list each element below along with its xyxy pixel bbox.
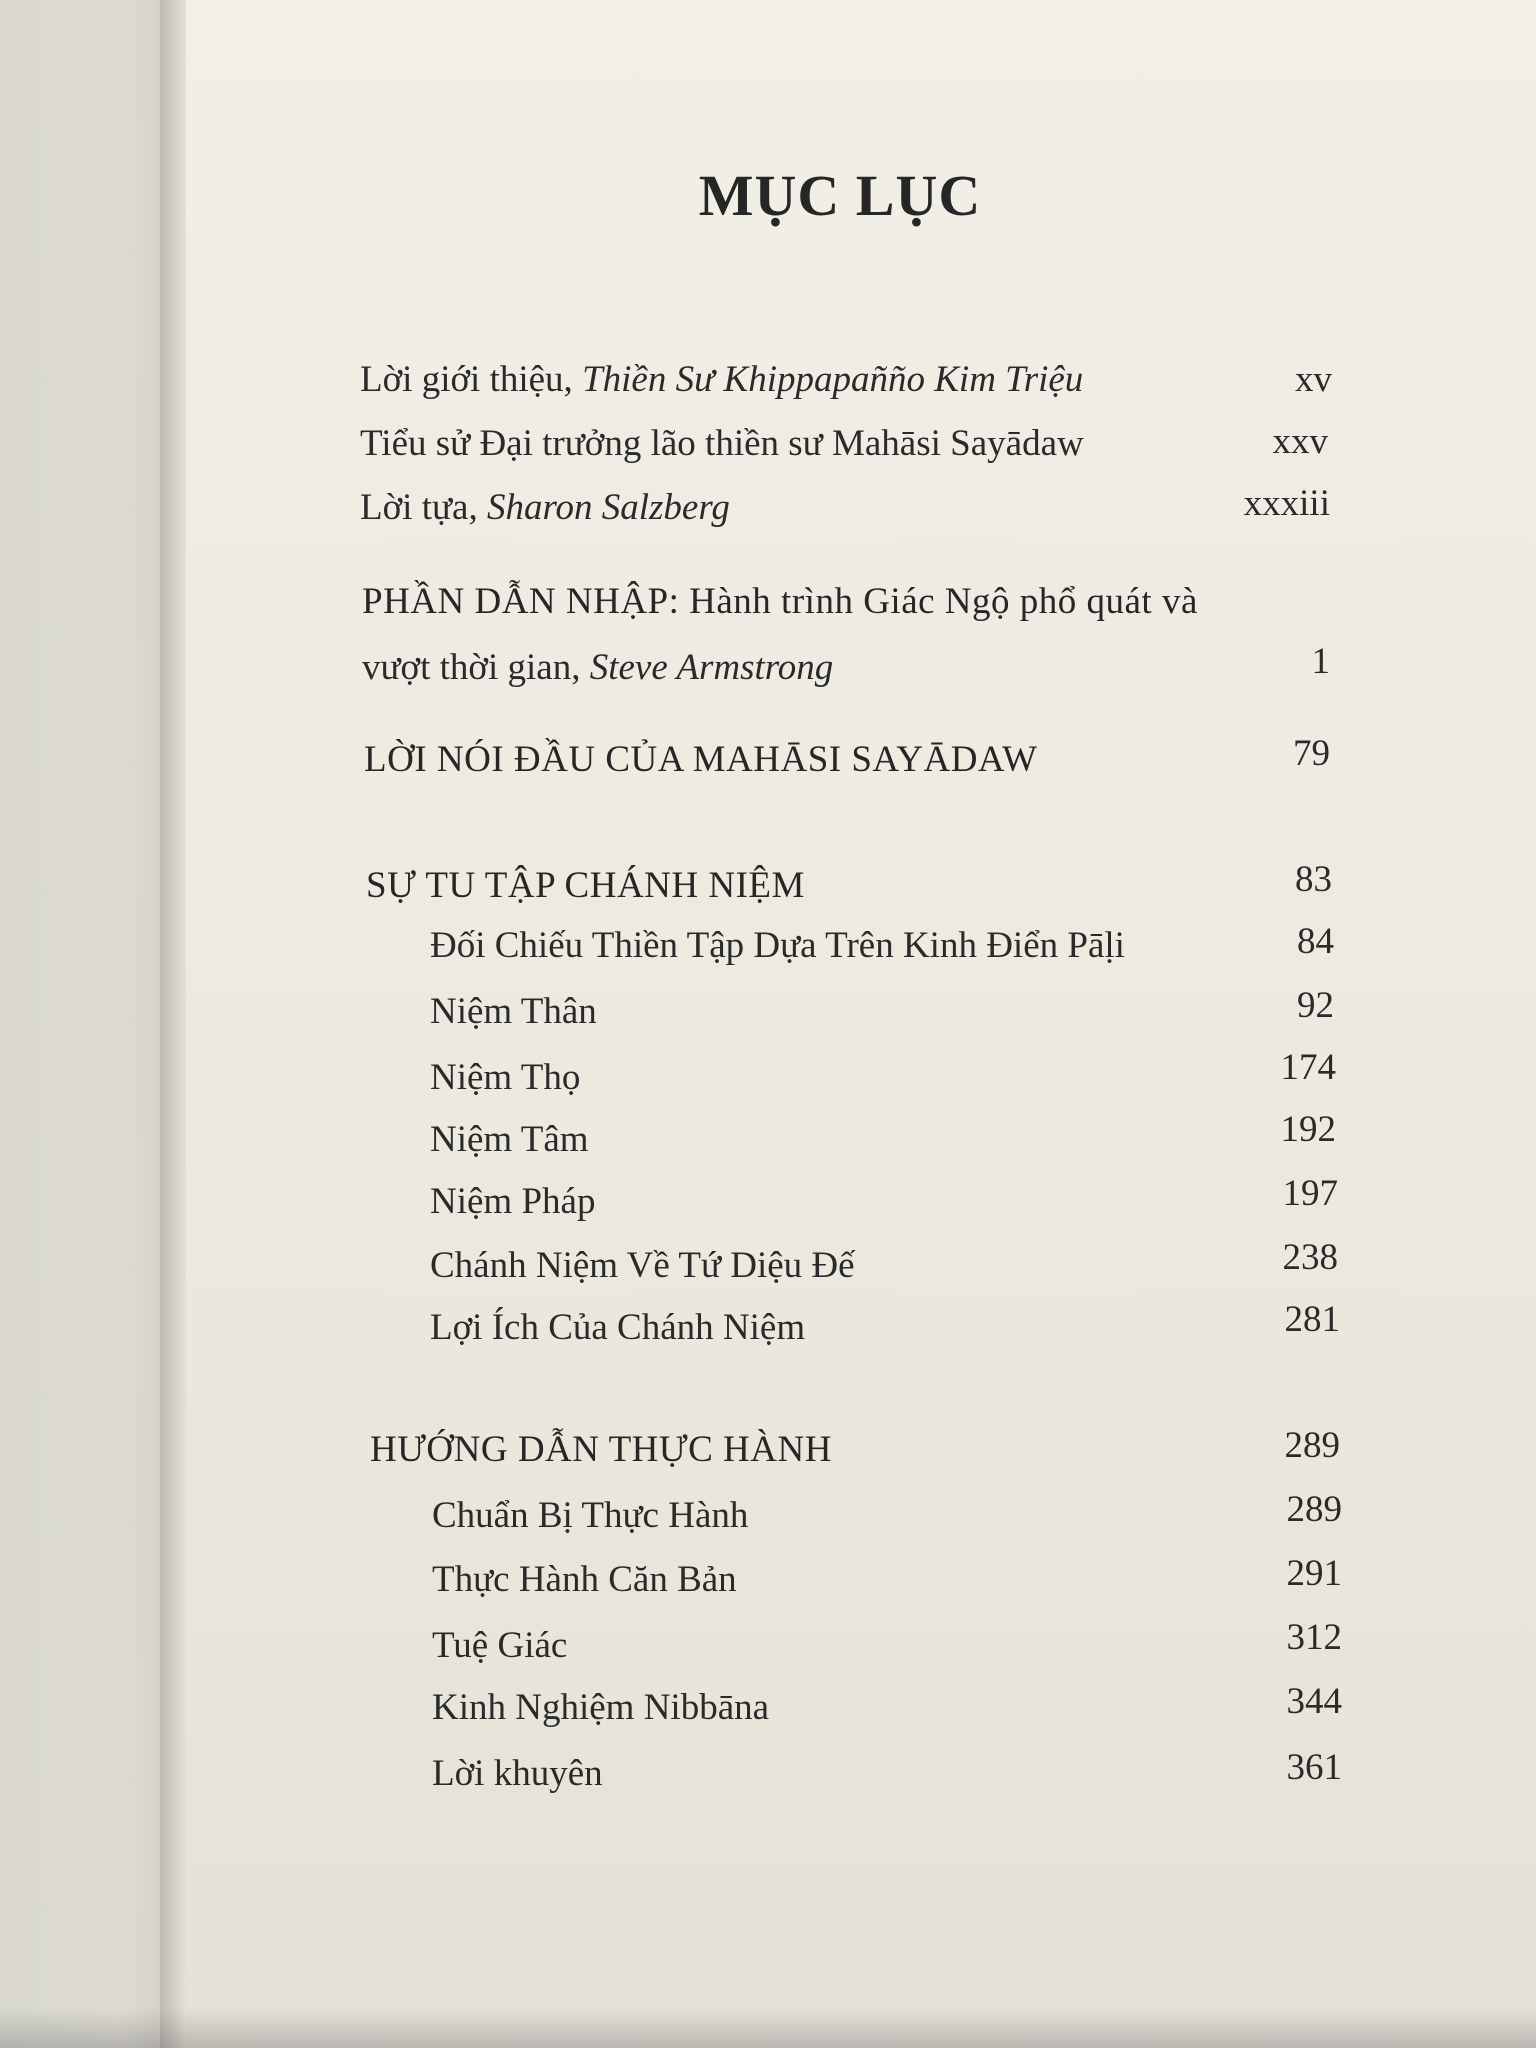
toc-entry-label: vượt thời gian, — [362, 647, 590, 688]
toc-page-number: 79 — [1293, 733, 1330, 774]
toc-entry-preface: LỜI NÓI ĐẦU CỦA MAHĀSI SAYĀDAW — [364, 739, 1038, 780]
toc-entry-author: Sharon Salzberg — [486, 487, 730, 528]
toc-entry-label: Lời giới thiệu, — [360, 359, 583, 400]
page-title: MỤC LỤC — [698, 163, 982, 228]
toc-page-number: 291 — [1286, 1553, 1342, 1594]
toc-entry-intro-line1: PHẦN DẪN NHẬP: Hành trình Giác Ngộ phổ quát và — [362, 581, 1198, 622]
toc-page-number: 289 — [1284, 1425, 1340, 1466]
toc-page-number: 92 — [1297, 985, 1334, 1026]
toc-entry-biography — [360, 422, 1084, 466]
toc-page-number: 344 — [1286, 1681, 1342, 1722]
toc-entry-author: Steve Armstrong — [589, 647, 834, 688]
toc-page-number: 192 — [1280, 1109, 1336, 1150]
toc-page-number: xv — [1295, 359, 1332, 400]
toc-page-number: 174 — [1280, 1047, 1336, 1088]
toc-subentry: Niệm Thọ — [430, 1057, 581, 1098]
toc-entry-label: Tiểu sử Đại trưởng lão thiền sư Mahāsi Sayādaw — [360, 423, 1084, 464]
toc-subentry: Niệm Pháp — [430, 1181, 596, 1222]
toc-entry-intro-line2 — [362, 646, 833, 690]
toc-subentry: Đối Chiếu Thiền Tập Dựa Trên Kinh Điển Pāḷi — [430, 925, 1125, 966]
toc-subentry: Lời khuyên — [432, 1753, 603, 1794]
adjacent-page — [0, 0, 178, 2048]
toc-subentry: Niệm Thân — [430, 991, 597, 1032]
toc-page-number: xxxiii — [1243, 483, 1330, 524]
toc-page-number: 83 — [1295, 859, 1332, 900]
toc-page-number: 197 — [1282, 1173, 1338, 1214]
toc-subentry: Niệm Tâm — [430, 1119, 589, 1160]
toc-page-number: 84 — [1297, 921, 1334, 962]
toc-page-number: 289 — [1286, 1489, 1342, 1530]
toc-section-heading: HƯỚNG DẪN THỰC HÀNH — [370, 1429, 832, 1470]
toc-section-heading: SỰ TU TẬP CHÁNH NIỆM — [366, 865, 805, 906]
toc-subentry: Tuệ Giác — [432, 1625, 568, 1666]
toc-subentry: Thực Hành Căn Bản — [432, 1559, 737, 1600]
toc-subentry: Chánh Niệm Về Tứ Diệu Đế — [430, 1245, 855, 1286]
toc-page-number: xxv — [1272, 421, 1328, 462]
book-gutter — [160, 0, 188, 2048]
toc-page-number: 1 — [1311, 641, 1330, 682]
toc-page-number: 312 — [1286, 1617, 1342, 1658]
toc-entry-introduction — [360, 358, 1083, 402]
toc-page-number: 238 — [1282, 1237, 1338, 1278]
toc-subentry: Chuẩn Bị Thực Hành — [432, 1495, 749, 1536]
toc-entry-foreword — [360, 486, 730, 530]
toc-subentry: Kinh Nghiệm Nibbāna — [432, 1687, 770, 1728]
page-bottom-shadow — [0, 2008, 1536, 2048]
toc-subentry: Lợi Ích Của Chánh Niệm — [430, 1307, 806, 1348]
toc-page-number: 361 — [1286, 1747, 1342, 1788]
toc-entry-label: Lời tựa, — [360, 487, 487, 528]
toc-page-number: 281 — [1284, 1299, 1340, 1340]
toc-entry-author: Thiền Sư Khippapañño Kim Triệu — [582, 359, 1084, 400]
